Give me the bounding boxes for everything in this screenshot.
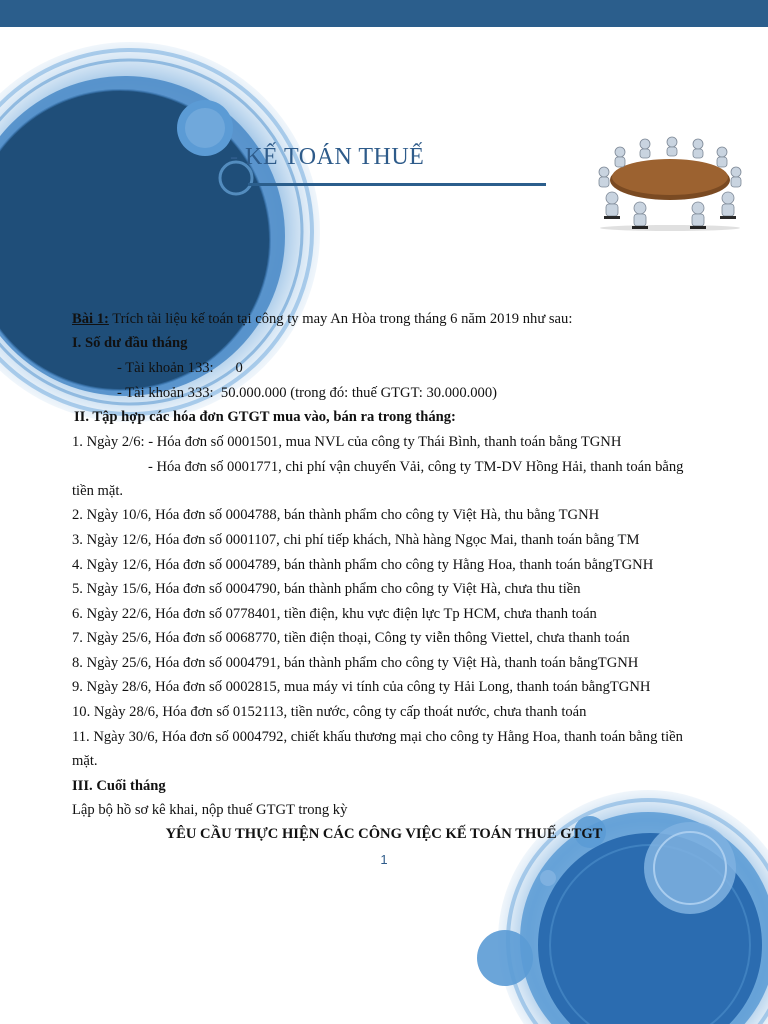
invoice-item: 9. Ngày 28/6, Hóa đơn số 0002815, mua máy vi tính của công ty Hải Long, thanh toán bằngTGNH xyxy=(72,679,651,695)
exercise-intro-text: Trích tài liệu kế toán tại công ty may An Hòa trong tháng 6 năm 2019 như sau: xyxy=(108,311,573,327)
invoice-item: 5. Ngày 15/6, Hóa đơn số 0004790, bán thành phẩm cho công ty Việt Hà, chưa thu tiền xyxy=(72,581,581,597)
meeting-table-clipart xyxy=(590,128,750,232)
invoice-item: 4. Ngày 12/6, Hóa đơn số 0004789, bán thành phẩm cho công ty Hằng Hoa, thanh toán bằngTGNH xyxy=(72,557,654,573)
requirement-heading: YÊU CẦU THỰC HIỆN CÁC CÔNG VIỆC KẾ TOÁN THUẾ GTGT xyxy=(165,826,603,842)
invoice-item: 11. Ngày 30/6, Hóa đơn số 0004792, chiết khấu thương mại cho công ty Hằng Hoa, thanh toán bằng tiền xyxy=(72,729,683,745)
page-title: - KẾ TOÁN THUẾ xyxy=(230,144,425,170)
section3-text: Lập bộ hồ sơ kê khai, nộp thuế GTGT trong kỳ xyxy=(72,802,348,818)
section1-heading: I. Số dư đầu tháng xyxy=(72,335,188,351)
invoice-item: 2. Ngày 10/6, Hóa đơn số 0004788, bán thành phẩm cho công ty Việt Hà, thu bằng TGNH xyxy=(72,507,600,523)
invoice-item: mặt. xyxy=(72,753,98,769)
exercise-label: Bài 1: xyxy=(72,311,109,327)
section1-line: - Tài khoản 133: 0 xyxy=(117,360,243,376)
section3-heading: III. Cuối tháng xyxy=(72,778,166,794)
invoice-item: 7. Ngày 25/6, Hóa đơn số 0068770, tiền điện thoại, Công ty viễn thông Viettel, chưa thanh toán xyxy=(72,630,630,646)
title-underline xyxy=(248,183,546,186)
invoice-item: - Hóa đơn số 0001771, chi phí vận chuyển Vải, công ty TM-DV Hồng Hải, thanh toán bằng xyxy=(148,459,684,475)
section2-heading: II. Tập hợp các hóa đơn GTGT mua vào, bán ra trong tháng: xyxy=(74,409,456,425)
invoice-item: 3. Ngày 12/6, Hóa đơn số 0001107, chi phí tiếp khách, Nhà hàng Ngọc Mai, thanh toán bằng TM xyxy=(72,532,640,548)
invoice-item: 6. Ngày 22/6, Hóa đơn số 0778401, tiền điện, khu vực điện lực Tp HCM, chưa thanh toán xyxy=(72,606,597,622)
invoice-item: 1. Ngày 2/6: - Hóa đơn số 0001501, mua NVL của công ty Thái Bình, thanh toán bằng TGNH xyxy=(72,434,622,450)
invoice-item: 8. Ngày 25/6, Hóa đơn số 0004791, bán thành phẩm cho công ty Việt Hà, thanh toán bằngTGNH xyxy=(72,655,639,671)
page-number: 1 xyxy=(380,852,388,867)
invoice-item: 10. Ngày 28/6, Hóa đơn số 0152113, tiền nước, công ty cấp thoát nước, chưa thanh toán xyxy=(72,704,587,720)
section1-line: - Tài khoản 333: 50.000.000 (trong đó: thuế GTGT: 30.000.000) xyxy=(117,385,498,401)
exercise-intro xyxy=(72,310,572,328)
invoice-item: tiền mặt. xyxy=(72,483,124,499)
